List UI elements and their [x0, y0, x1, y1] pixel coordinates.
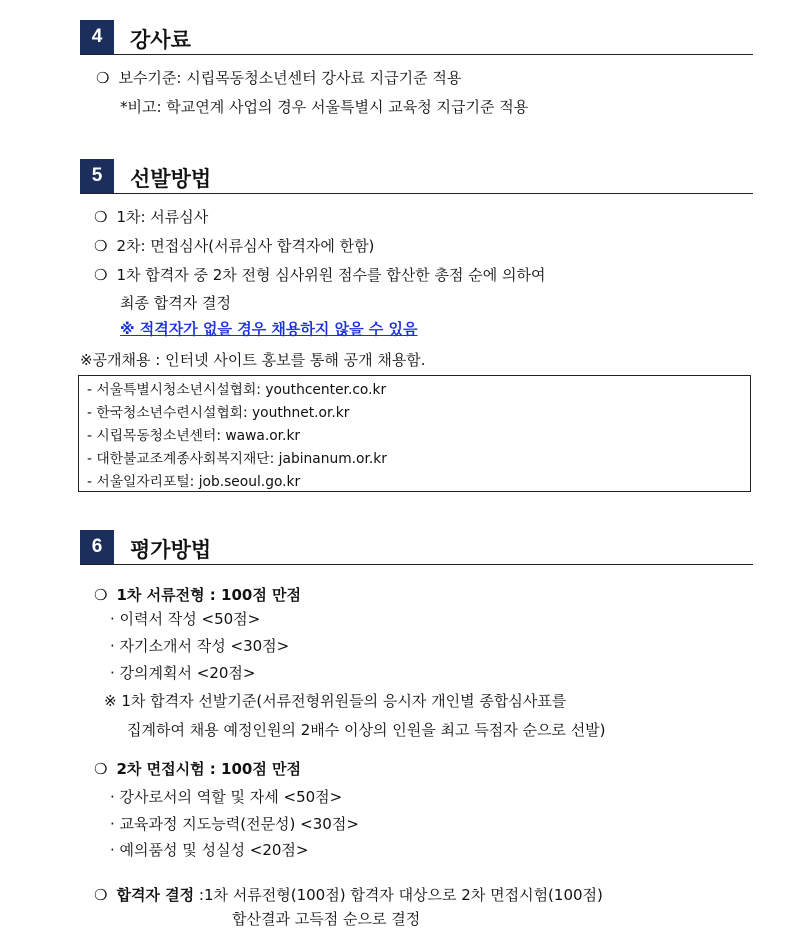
site-item: - 한국청소년수련시설협회: youthnet.or.kr: [87, 405, 350, 421]
stage1-heading: ❍ 1차 서류전형 : 100점 만점: [94, 586, 302, 604]
final-decision-label: 합격자 결정: [116, 886, 195, 904]
stage1-item: · 이력서 작성 <50점>: [110, 610, 261, 628]
stage1-item: · 강의계획서 <20점>: [110, 664, 256, 682]
circle-bullet-icon: ❍: [94, 237, 108, 255]
stage1-criteria-note-cont: 집계하여 채용 예정인원의 2배수 이상의 인원을 최고 득점자 순으로 선발): [127, 721, 606, 739]
site-item: - 대한불교조계종사회복지재단: jabinanum.or.kr: [87, 451, 387, 467]
fee-remark: *비고: 학교연계 사업의 경우 서울특별시 교육청 지급기준 적용: [120, 98, 529, 116]
circle-bullet-icon: ❍: [96, 69, 110, 87]
site-item: - 서울특별시청소년시설협회: youthcenter.co.kr: [87, 382, 387, 398]
sites-box: [78, 375, 751, 492]
fee-standard-text: 보수기준: 시립목동청소년센터 강사료 지급기준 적용: [118, 69, 462, 87]
circle-bullet-icon: ❍: [94, 886, 108, 904]
stage2-item: · 교육과정 지도능력(전문성) <30점>: [110, 815, 359, 833]
section-number: 4: [80, 20, 114, 54]
final-decision-cont: 합산결과 고득점 순으로 결정: [232, 910, 421, 928]
selection-item-2: ❍ 2차: 면접심사(서류심사 합격자에 한함): [94, 237, 375, 255]
final-decision: [94, 884, 603, 905]
selection-item-3: ❍ 1차 합격자 중 2차 전형 심사위원 점수를 합산한 총점 순에 의하여: [94, 266, 546, 284]
circle-bullet-icon: ❍: [94, 586, 108, 604]
section-header-selection: [80, 157, 753, 194]
circle-bullet-icon: ❍: [94, 266, 108, 284]
stage2-heading: ❍ 2차 면접시험 : 100점 만점: [94, 760, 302, 778]
fee-standard-line: [96, 67, 461, 88]
selection-item-1: ❍ 1차: 서류심사: [94, 208, 209, 226]
section-header-fee: [80, 18, 753, 55]
circle-bullet-icon: ❍: [94, 208, 108, 226]
section-title: 평가방법: [130, 538, 212, 562]
section-number: 6: [80, 530, 114, 564]
stage1-item: · 자기소개서 작성 <30점>: [110, 637, 290, 655]
site-item: - 서울일자리포털: job.seoul.go.kr: [87, 474, 301, 490]
final-decision-text: :1차 서류전형(100점) 합격자 대상으로 2차 면접시험(100점): [198, 886, 603, 904]
section-number: 5: [80, 159, 114, 193]
site-item: - 시립목동청소년센터: wawa.or.kr: [87, 428, 301, 444]
circle-bullet-icon: ❍: [94, 760, 108, 778]
section-header-evaluation: [80, 528, 753, 565]
selection-item-3-cont: 최종 합격자 결정: [120, 294, 231, 312]
public-recruit-note: ※공개채용 : 인터넷 사이트 홍보를 통해 공개 채용함.: [80, 351, 426, 369]
section-title: 강사료: [130, 28, 191, 52]
stage2-item: · 강사로서의 역할 및 자세 <50점>: [110, 788, 343, 806]
stage1-criteria-note: ※ 1차 합격자 선발기준(서류전형위원들의 응시자 개인별 종합심사표를: [104, 692, 567, 710]
stage2-item: · 예의품성 및 성실성 <20점>: [110, 841, 309, 859]
section-title: 선발방법: [130, 167, 212, 191]
no-qualified-notice: ※ 적격자가 없을 경우 채용하지 않을 수 있음: [120, 320, 418, 338]
